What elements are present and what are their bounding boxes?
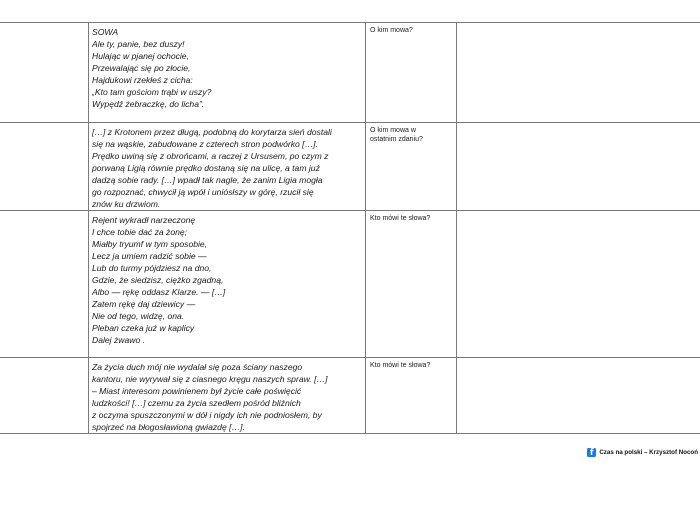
excerpt-line: Nie od tego, widzę, ona.: [92, 311, 185, 321]
excerpt-line: Prędko uwiną się z obrońcami, a raczej z Ursusem, po czym z: [92, 151, 329, 161]
question-cell: [366, 123, 457, 211]
excerpt-line: Za życia duch mój nie wydalał się poza ściany naszego: [92, 362, 303, 372]
row-label-cell: [0, 358, 89, 434]
worksheet-table: [0, 22, 700, 434]
question-text: [366, 123, 456, 144]
excerpt-line: Albo — rękę oddasz Klarze. — […]: [92, 287, 226, 297]
question-cell: [366, 211, 457, 358]
table-row: [0, 123, 700, 211]
excerpt-line: Ale ty, panie, bez duszy!: [92, 39, 185, 49]
question-line: O kim mowa w: [370, 127, 416, 134]
facebook-icon: [587, 448, 596, 457]
excerpt-line: Rejent wykradł narzeczonę: [92, 215, 196, 225]
excerpt-line: SOWA: [92, 27, 119, 37]
excerpt-text: [89, 211, 365, 346]
excerpt-cell: [89, 358, 366, 434]
question-text: [366, 23, 456, 35]
excerpt-line: Gdzie, że siedzisz, ciężko zgadną,: [92, 275, 224, 285]
excerpt-line: znów ku drzwiom.: [92, 199, 161, 209]
question-line: Kto mówi te słowa?: [370, 215, 431, 222]
excerpt-line: kantoru, nie wyrywał się z ciasnego kręgu naszych spraw. […]: [92, 374, 328, 384]
excerpt-line: „Kto tam gościom trąbi w uszy?: [92, 87, 212, 97]
excerpt-text: [89, 23, 365, 110]
excerpt-line: – Miast interesom powinienem był życie całe poświęcić: [92, 386, 302, 396]
excerpt-line: się na wąskie, zabudowane z czterech stron podwórko […].: [92, 139, 318, 149]
excerpt-line: Hajdukowi rzekłeś z cicha:: [92, 75, 193, 85]
table-row: [0, 23, 700, 123]
question-line: Kto mówi te słowa?: [370, 362, 431, 369]
excerpt-line: Hulając w pjanej ochocie,: [92, 51, 189, 61]
table-row: [0, 358, 700, 434]
question-text: [366, 211, 456, 223]
excerpt-line: Miałby tryumf w tym sposobie,: [92, 239, 208, 249]
excerpt-line: Przewalając się po złocie,: [92, 63, 191, 73]
excerpt-line: porwaną Ligią równie prędko dostaną się na ulicę, a tam już: [92, 163, 320, 173]
row-label-cell: [0, 23, 89, 123]
excerpt-line: Lecz ja umiem radzić sobie —: [92, 251, 207, 261]
question-line: ostatnim zdaniu?: [370, 136, 423, 143]
excerpt-line: spojrzeć na błogosławioną gwiazdę […].: [92, 422, 245, 432]
excerpt-line: Dalej żwawo .: [92, 335, 146, 345]
excerpt-line: ludzkości! […] czemu za życia szedłem pośród bliźnich: [92, 398, 301, 408]
excerpt-line: Wypędź żebraczkę, do licha”.: [92, 99, 205, 109]
excerpt-line: z oczyma spuszczonymi w dół i nigdy ich nie podniosłem, by: [92, 410, 322, 420]
answer-cell[interactable]: [457, 358, 700, 434]
answer-cell[interactable]: [457, 23, 700, 123]
excerpt-cell: [89, 23, 366, 123]
excerpt-line: Zatem rękę daj dziewicy —: [92, 299, 196, 309]
question-cell: [366, 358, 457, 434]
footer-credit: [587, 448, 698, 457]
excerpt-text: [89, 358, 365, 433]
answer-cell[interactable]: [457, 123, 700, 211]
table-row: [0, 211, 700, 358]
excerpt-cell: [89, 211, 366, 358]
question-text: [366, 358, 456, 370]
answer-cell[interactable]: [457, 211, 700, 358]
excerpt-line: Lub do turmy pójdziesz na dno,: [92, 263, 212, 273]
excerpt-line: I chce tobie dać za żonę;: [92, 227, 188, 237]
row-label-cell: [0, 211, 89, 358]
excerpt-cell: [89, 123, 366, 211]
excerpt-line: dadzą sobie rady. […] wpadł tak nagle, że zanim Ligia mogła: [92, 175, 323, 185]
row-label-cell: [0, 123, 89, 211]
excerpt-line: […] z Krotonem przez długą, podobną do korytarza sień dostali: [92, 127, 332, 137]
excerpt-text: [89, 123, 365, 210]
question-cell: [366, 23, 457, 123]
excerpt-line: Pleban czeka już w kaplicy: [92, 323, 195, 333]
excerpt-line: go rozpoznać, chwycił ją wpół i uniósłszy w górę, rzucił się: [92, 187, 314, 197]
footer-text: Czas na polski – Krzysztof Nocoń: [599, 449, 698, 456]
question-line: O kim mowa?: [370, 27, 413, 34]
